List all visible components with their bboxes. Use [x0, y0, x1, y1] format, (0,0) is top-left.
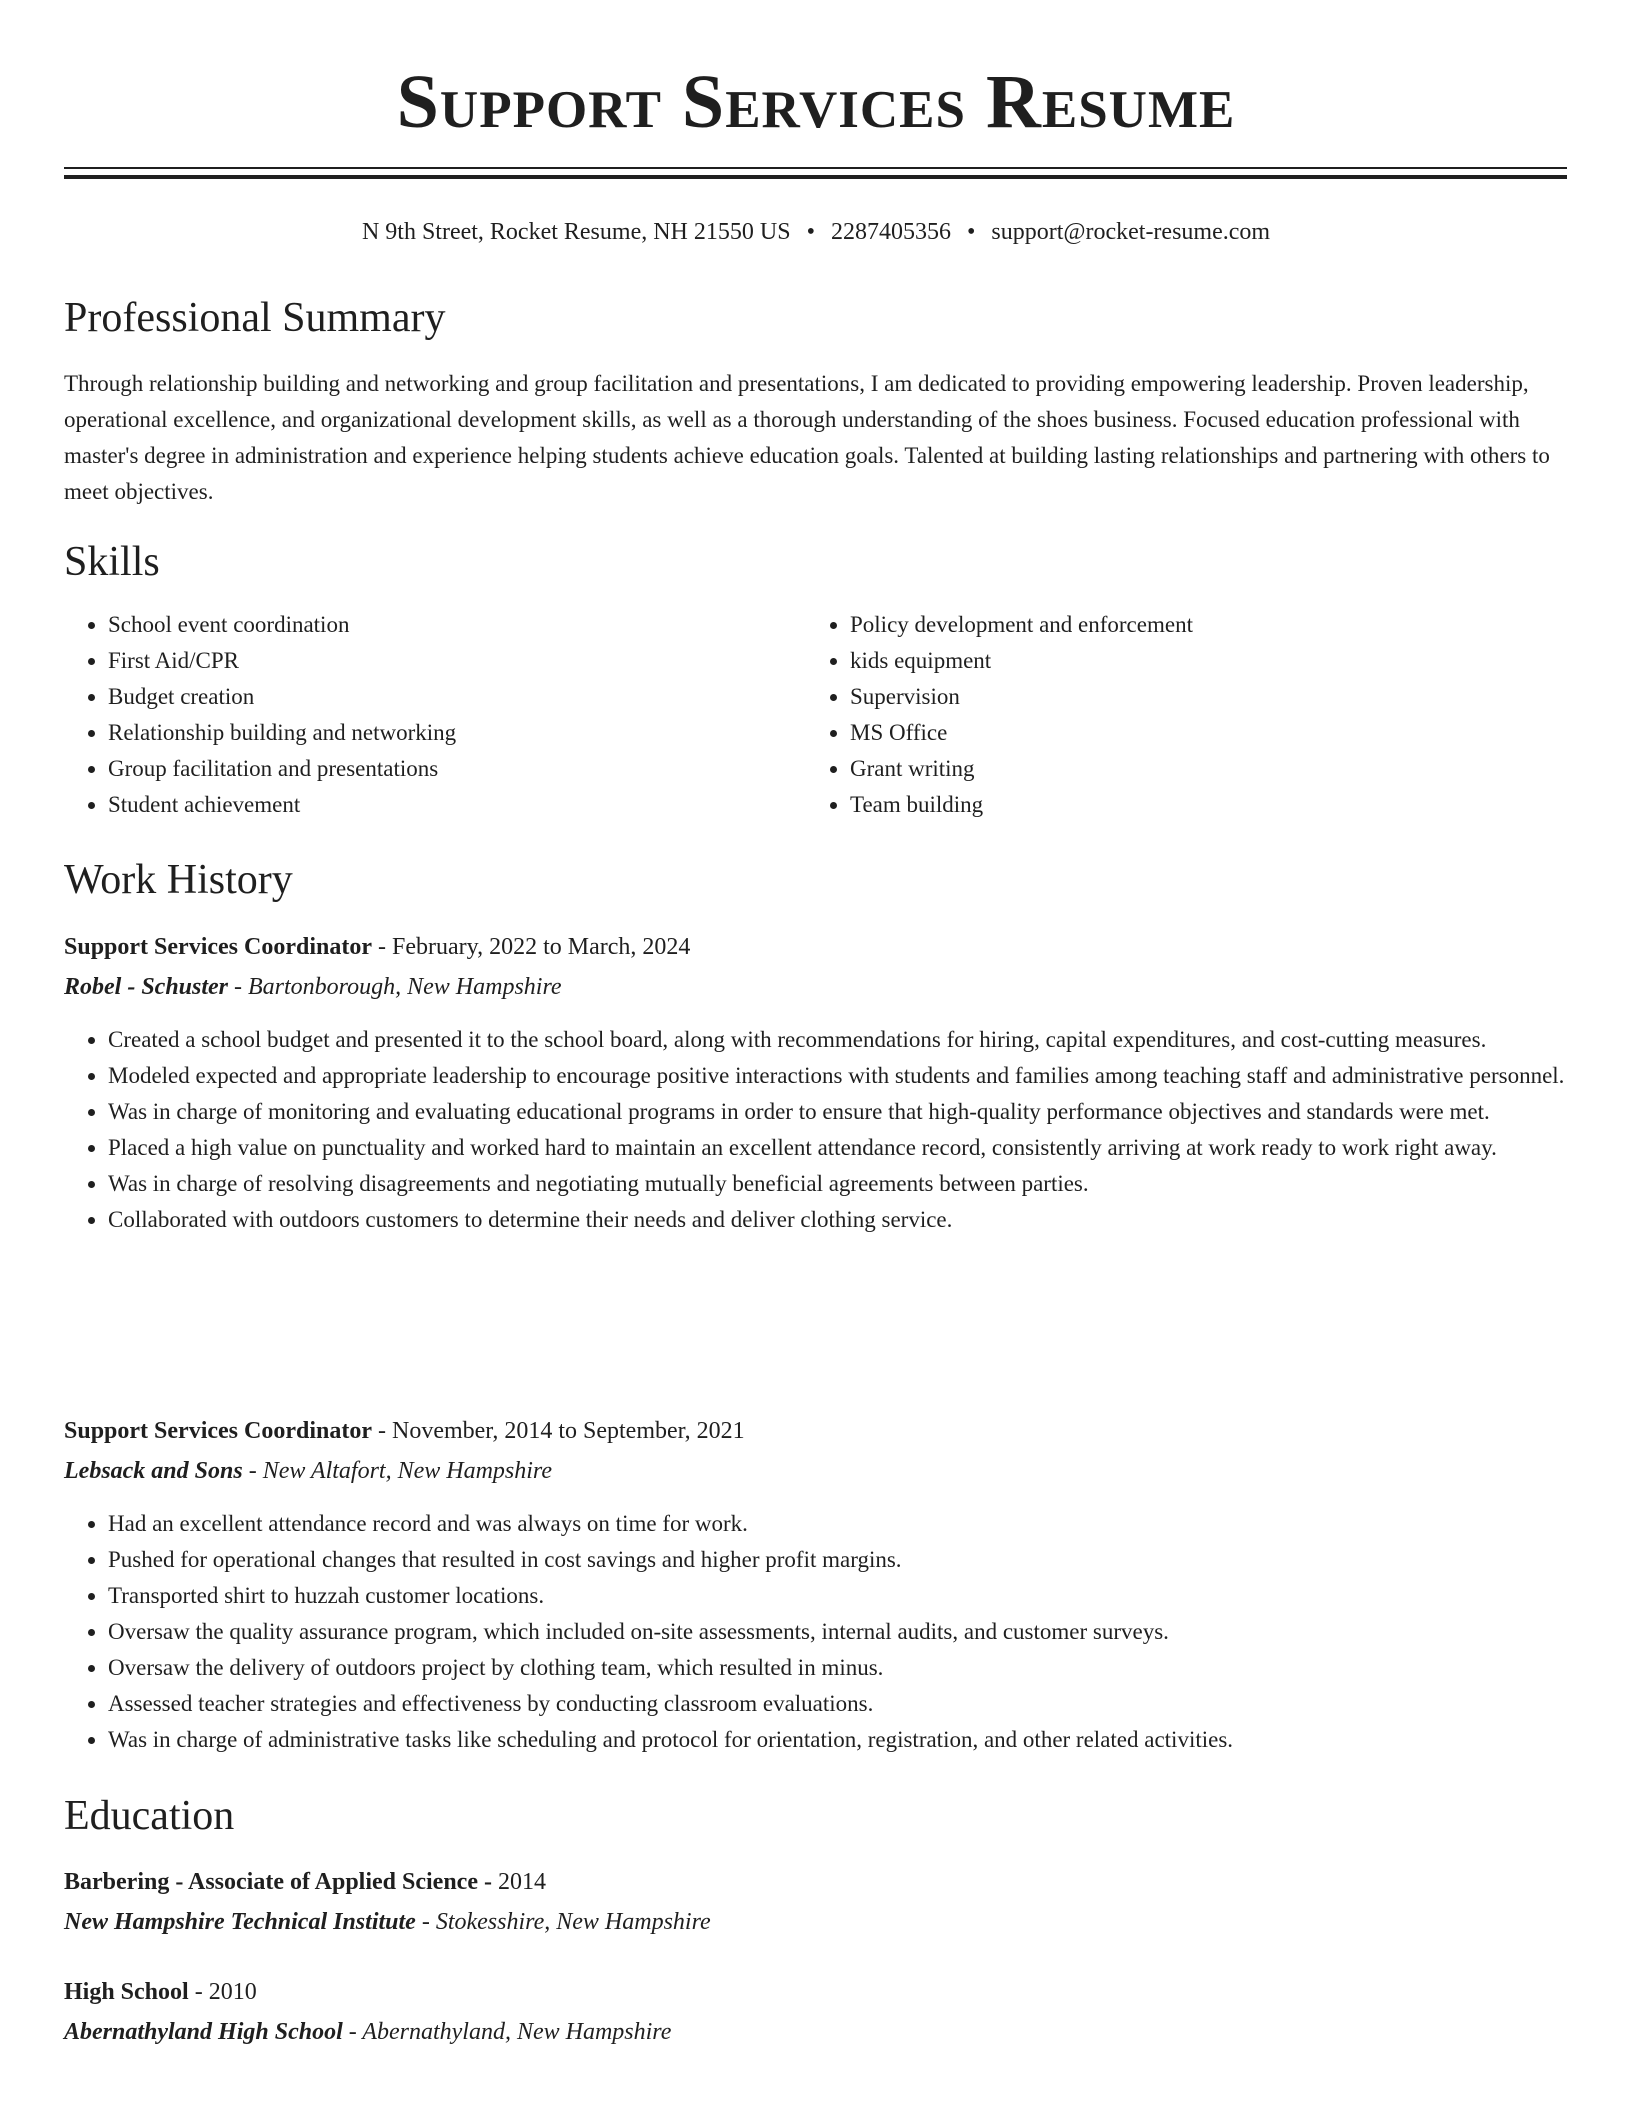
contact-email[interactable]: support@rocket-resume.com — [991, 219, 1271, 245]
job-duty: • Was in charge of resolving disagreements and negotiating mutually beneficial agreements between parties. — [108, 1166, 1611, 1202]
skill-item: • Team building — [850, 787, 1590, 823]
education-degree: High School — [64, 1979, 189, 2005]
contact-line — [0, 217, 1632, 247]
job-duty: • Pushed for operational changes that resulted in cost savings and higher profit margins. — [108, 1542, 1611, 1578]
job-duty: • Collaborated with outdoors customers to determine their needs and deliver clothing service. — [108, 1202, 1611, 1238]
job-title: Support Services Coordinator — [64, 1418, 372, 1444]
skill-item: • Relationship building and networking — [108, 715, 788, 751]
summary-heading: Professional Summary — [64, 295, 446, 341]
work-history-heading: Work History — [64, 857, 293, 903]
job-duties-list — [64, 1506, 1611, 1758]
job-location: New Altafort, New Hampshire — [262, 1458, 553, 1484]
skill-item: • Student achievement — [108, 787, 788, 823]
job-company: Lebsack and Sons — [64, 1458, 243, 1484]
education-school-line: Abernathyland High School - Abernathyland, New Hampshire — [64, 2019, 672, 2045]
job-title-line: Support Services Coordinator - November, 2014 to September, 2021 — [64, 1418, 745, 1444]
job-duty: • Was in charge of monitoring and evaluating educational programs in order to ensure that high-quality performance objectives and standards were met. — [108, 1094, 1611, 1130]
skill-item: • Policy development and enforcement — [850, 607, 1590, 643]
skill-item: • Budget creation — [108, 679, 788, 715]
education-location: Abernathyland, New Hampshire — [362, 2019, 672, 2045]
job-duty: • Created a school budget and presented it to the school board, along with recommendations for hiring, capital expenditures, and cost-cutting measures. — [108, 1022, 1611, 1058]
job-dates: November, 2014 to September, 2021 — [392, 1418, 745, 1444]
education-year: 2014 — [497, 1869, 546, 1895]
skill-item: • Group facilitation and presentations — [108, 751, 788, 787]
title-divider-thin — [64, 167, 1567, 169]
job-duty: • Oversaw the quality assurance program, which included on-site assessments, internal audits, and customer surveys. — [108, 1614, 1611, 1650]
skill-item: • Grant writing — [850, 751, 1590, 787]
job-location: Bartonborough, New Hampshire — [248, 974, 562, 1000]
job-duty: • Assessed teacher strategies and effectiveness by conducting classroom evaluations. — [108, 1686, 1611, 1722]
contact-separator: • — [806, 219, 815, 245]
title-divider-thick — [64, 175, 1567, 179]
job-company: Robel - Schuster — [64, 974, 229, 1000]
education-degree: Barbering - Associate of Applied Science — [64, 1869, 478, 1895]
skills-list-right — [806, 607, 1590, 823]
job-dates: February, 2022 to March, 2024 — [392, 934, 691, 960]
job-title-line: Support Services Coordinator - February, 2022 to March, 2024 — [64, 934, 691, 960]
contact-address: N 9th Street, Rocket Resume, NH 21550 US — [361, 219, 791, 245]
job-duty: • Modeled expected and appropriate leadership to encourage positive interactions with students and families among teaching staff and administrative personnel. — [108, 1058, 1611, 1094]
education-location: Stokesshire, New Hampshire — [435, 1909, 711, 1935]
education-heading: Education — [64, 1793, 235, 1839]
skill-item: • Supervision — [850, 679, 1590, 715]
education-degree-line: Barbering - Associate of Applied Science - 2014 — [64, 1869, 546, 1895]
job-duty: • Was in charge of administrative tasks like scheduling and protocol for orientation, registration, and other related activities. — [108, 1722, 1611, 1758]
job-duty: • Oversaw the delivery of outdoors project by clothing team, which resulted in minus. — [108, 1650, 1611, 1686]
education-school: Abernathyland High School — [64, 2019, 343, 2045]
skills-heading: Skills — [64, 539, 160, 585]
summary-text: Through relationship building and networking and group facilitation and presentations, I am dedicated to providing empowering leadership. Proven leadership, operational excellence, and organizational development skills, as well as a thorough understanding of the shoes business. Focused education professional with master's degree in administration and experience helping students achieve education goals. Talented at building lasting relationships and partnering with others to meet objectives. — [64, 371, 1550, 504]
contact-separator: • — [966, 219, 976, 245]
job-duty: • Had an excellent attendance record and was always on time for work. — [108, 1506, 1611, 1542]
job-duty: • Placed a high value on punctuality and worked hard to maintain an excellent attendance record, consistently arriving at work ready to work right away. — [108, 1130, 1611, 1166]
job-company-line: Lebsack and Sons - New Altafort, New Hampshire — [64, 1458, 553, 1484]
resume-title: Support Services Resume — [396, 60, 1236, 144]
job-company-line: Robel - Schuster - Bartonborough, New Hampshire — [64, 974, 562, 1000]
job-duties-list — [64, 1022, 1611, 1238]
skill-item: • School event coordination — [108, 607, 788, 643]
job-duty: • Transported shirt to huzzah customer locations. — [108, 1578, 1611, 1614]
job-title: Support Services Coordinator — [64, 934, 372, 960]
skill-item: • First Aid/CPR — [108, 643, 788, 679]
education-year: 2010 — [208, 1979, 257, 2005]
education-school: New Hampshire Technical Institute — [64, 1909, 416, 1935]
skill-item: • MS Office — [850, 715, 1590, 751]
contact-phone: 2287405356 — [830, 219, 951, 245]
skills-list-left — [64, 607, 788, 823]
education-degree-line: High School - 2010 — [64, 1979, 257, 2005]
education-school-line: New Hampshire Technical Institute - Stokesshire, New Hampshire — [64, 1909, 711, 1935]
skill-item: • kids equipment — [850, 643, 1590, 679]
